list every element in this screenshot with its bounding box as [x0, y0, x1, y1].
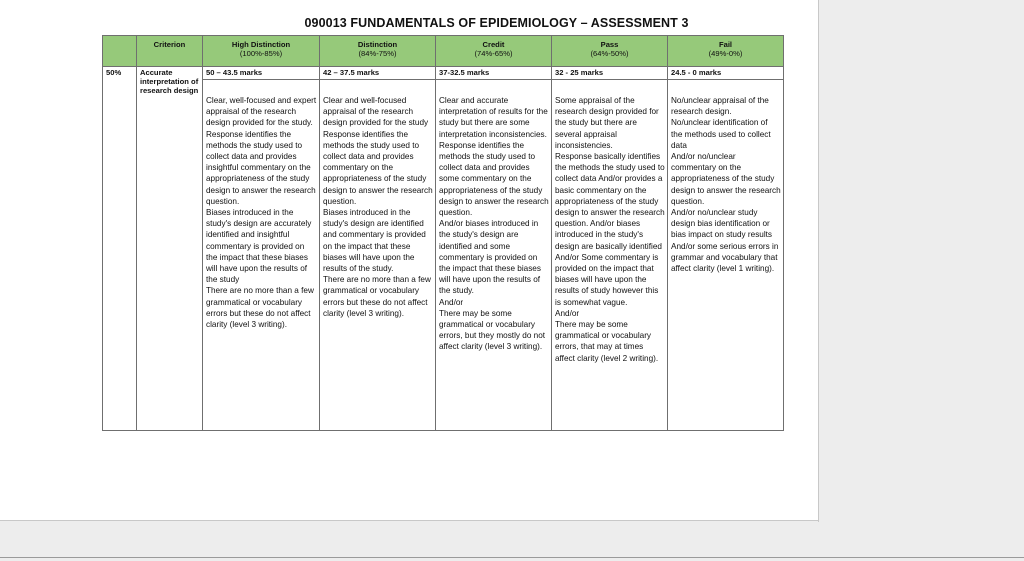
level-range: (64%-50%) [590, 49, 629, 58]
rubric-table [102, 35, 784, 431]
descriptor-line: And/or no/unclear study design bias identification or bias impact on study results [671, 208, 773, 240]
header-criterion: Criterion [137, 36, 203, 67]
level-name: High Distinction [231, 40, 291, 49]
page-edge-bottom [0, 520, 819, 521]
descriptor-line: No/unclear appraisal of the research design. [671, 96, 769, 117]
descriptor-cell-pass [552, 80, 668, 431]
descriptor-line: Clear and accurate interpretation of results for the study but there are some interpretation inconsistencies. [439, 96, 548, 139]
header-pass [552, 36, 668, 67]
descriptor-line: There are no more than a few grammatical or vocabulary errors but these do not affect clarity (level 3 writing). [206, 286, 314, 330]
marks-pass: 32 - 25 marks [552, 67, 668, 80]
descriptor-line: Clear, well-focused and expert appraisal of the research design provided for the study. [206, 96, 317, 128]
marks-distinction: 42 – 37.5 marks [320, 67, 436, 80]
descriptor-distinction [320, 80, 435, 319]
descriptor-cell-distinction [320, 80, 436, 431]
marks-high-distinction: 50 – 43.5 marks [203, 67, 320, 80]
level-name: Distinction [357, 40, 398, 49]
descriptor-cell-credit [436, 80, 552, 431]
document-title: 090013 FUNDAMENTALS OF EPIDEMIOLOGY – ASSESSMENT 3 [304, 16, 689, 30]
descriptor-cell-high-distinction [203, 80, 320, 431]
descriptor-line: Response identifies the methods the study used to collect data and provides some commentary on the appropriateness of the study design to answer the research question. [439, 140, 549, 218]
level-name: Fail [718, 40, 733, 49]
descriptor-line: There may be some grammatical or vocabulary errors, that may at times affect clarity (level 2 writing). [555, 320, 659, 363]
criterion-weight: 50% [103, 67, 137, 431]
descriptor-line: There may be some grammatical or vocabulary errors, but they mostly do not affect clarity (level 3 writing). [439, 308, 546, 352]
level-range: (100%-85%) [239, 49, 283, 58]
descriptor-line: Some appraisal of the research design provided for the study but there are several appraisal inconsistencies. [555, 96, 659, 150]
descriptor-line: Biases introduced in the study's design are identified and commentary is provided on the impact that these biases will have upon the results of the study. [323, 208, 426, 274]
descriptor-credit [436, 80, 551, 353]
descriptor-line: And/or some serious errors in grammar and vocabulary that affect clarity (level 1 writing). [671, 241, 779, 274]
descriptor-line: Response basically identifies the methods the study used to collect data And/or provides a basic commentary on the appropriateness of the study design to answer the research question. And/or biases introduced in the study's design are basically identified [555, 152, 665, 251]
criterion-name: Accurate interpretation of research design [137, 67, 203, 431]
header-distinction [320, 36, 436, 67]
level-name: Credit [482, 40, 505, 49]
level-name: Pass [600, 40, 619, 49]
page-edge-right [818, 0, 819, 522]
level-range: (84%-75%) [358, 49, 397, 58]
descriptor-line: There are no more than a few grammatical or vocabulary errors but these do not affect clarity (level 3 writing). [323, 275, 431, 318]
header-fail [668, 36, 784, 67]
rubric-descriptor-row [103, 80, 784, 431]
descriptor-line: Response identifies the methods the study used to collect data and provides commentary on the appropriateness of the study design to answer the research question. [323, 129, 433, 206]
descriptor-pass [552, 80, 667, 364]
descriptor-line: No/unclear identification of the methods used to collect data [671, 118, 771, 150]
descriptor-line: Response identifies the methods the study used to collect data and provides insightful commentary on the appropriateness of the study design to answer the research question. [206, 129, 316, 206]
marks-credit: 37-32.5 marks [436, 67, 552, 80]
descriptor-cell-fail [668, 80, 784, 431]
descriptor-high-distinction [203, 80, 319, 330]
descriptor-line: And/or [439, 297, 464, 307]
rubric-header-row [103, 36, 784, 67]
descriptor-line: And/or no/unclear commentary on the appropriateness of the study design to answer the research question. [671, 152, 781, 206]
descriptor-line: And/or biases introduced in the study's design are identified and some commentary is provided on the impact that these biases will have upon the results of the study. [439, 219, 541, 296]
header-weight-cell [103, 36, 137, 67]
descriptor-line: Biases introduced in the study's design are accurately identified and insightful commentary is provided on the impact that these biases will have upon the results of the study [206, 208, 312, 285]
descriptor-line: Clear and well-focused appraisal of the research design provided for the study [323, 96, 429, 128]
level-range: (74%-65%) [474, 49, 513, 58]
marks-fail: 24.5 - 0 marks [668, 67, 784, 80]
descriptor-line: And/or Some commentary is provided on the impact that biases will have upon the results of study however this is somewhat vague. [555, 252, 659, 307]
rubric-marks-row [103, 67, 784, 80]
level-range: (49%-0%) [708, 49, 743, 58]
descriptor-fail [668, 80, 783, 274]
header-credit [436, 36, 552, 67]
descriptor-line: And/or [555, 308, 580, 318]
window-bottom-border [0, 557, 1024, 558]
header-high-distinction [203, 36, 320, 67]
